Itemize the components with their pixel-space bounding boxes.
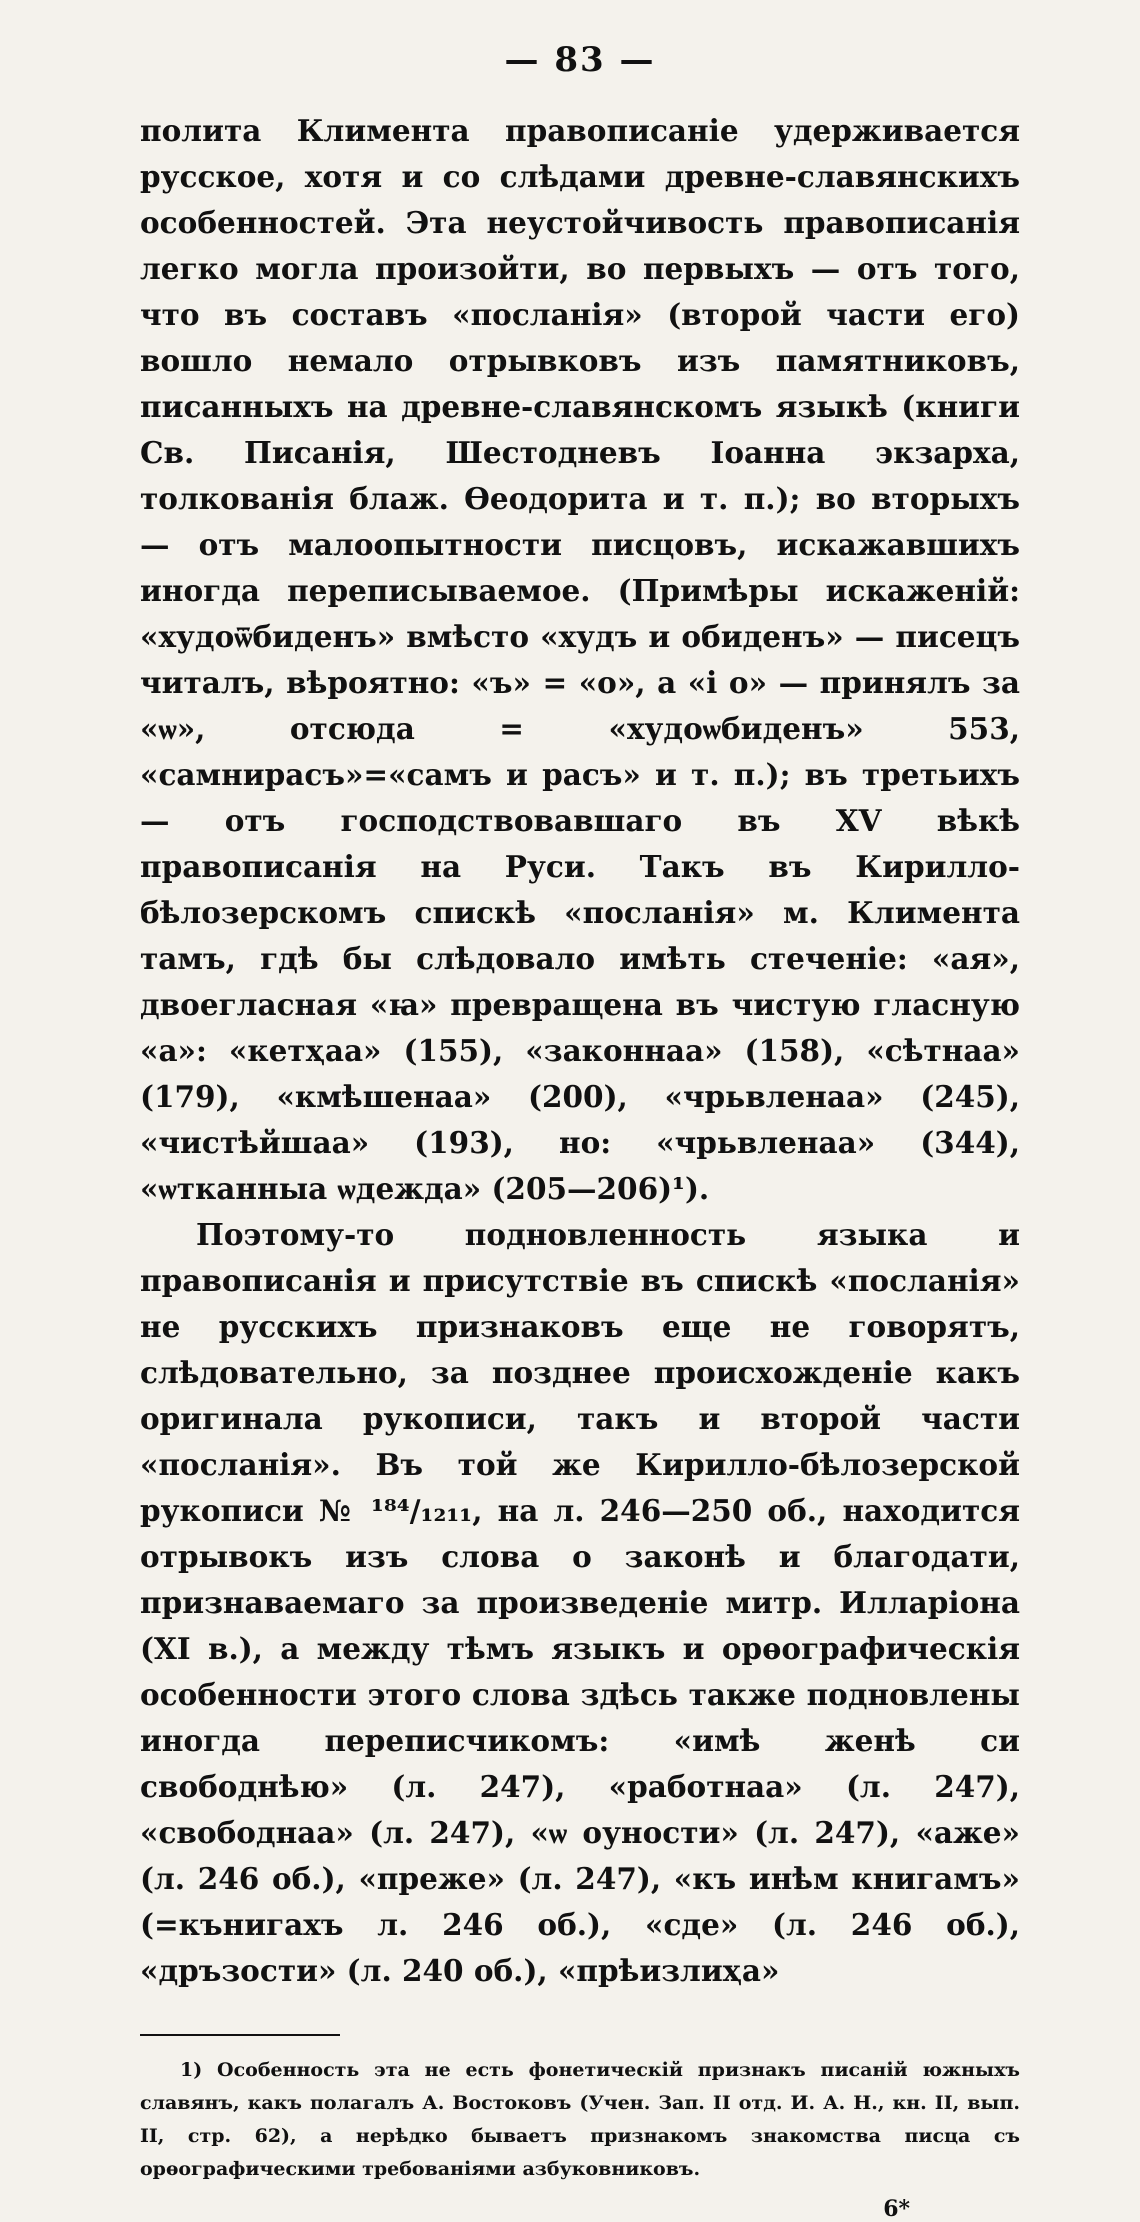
main-text — [140, 108, 1020, 1994]
paragraph-2: Поэтому-то подновленность языка и правописанія и присутствіе въ спискѣ «посланія» не русскихъ признаковъ еще не говорятъ, слѣдовательно, за позднее происхожденіе какъ оригинала рукописи, такъ и второй части «посланія». Въ той же Кирилло-бѣлозерской рукописи № ¹⁸⁴/₁₂₁₁, на л. 246—250 об., находится отрывокъ изъ слова о законѣ и благодати, признаваемаго за произведеніе митр. Илларіона (XI в.), а между тѣмъ языкъ и орѳографическія особенности этого слова здѣсь также подновлены иногда переписчикомъ: «имѣ женѣ си свободнѣю» (л. 247), «работнаа» (л. 247), «свободнаа» (л. 247), «ѡ оуности» (л. 247), «аже» (л. 246 об.), «преже» (л. 247), «къ инѣм книгамъ» (=кънигахъ л. 246 об.), «сде» (л. 246 об.), «дръзости» (л. 240 об.), «прѣизлиҳа» — [140, 1217, 1020, 1988]
book-page — [140, 40, 1020, 2222]
page-number: — 83 — — [504, 40, 656, 80]
footnote: 1) Особенность эта не есть фонетическій признакъ писаній южныхъ славянъ, какъ полагалъ А. Востоковъ (Учен. Зап. II отд. И. А. Н., кн. II, вып. II, стр. 62), а нерѣдко бываетъ признакомъ знакомства писца съ орѳографическими требованіями азбуковниковъ. — [140, 2059, 1020, 2180]
paragraph-1: полита Климента правописаніе удерживается русское, хотя и со слѣдами древне-славянскихъ особенностей. Эта неустойчивость правописанія легко могла произойти, во первыхъ — отъ того, что въ составъ «посланія» (второй части его) вошло немало отрывковъ изъ памятниковъ, писанныхъ на древне-славянскомъ языкѣ (книги Св. Писанія, Шестодневъ Іоанна экзарха, толкованія блаж. Ѳеодорита и т. п.); во вторыхъ — отъ малоопытности писцовъ, искажавшихъ иногда переписываемое. (Примѣры искаженій: «худоѿбиденъ» вмѣсто «худъ и обиденъ» — писецъ читалъ, вѣроятно: «ъ» = «о», а «і о» — принялъ за «ѡ», отсюда = «худоѡбиденъ» 553, «самнирасъ»=«самъ и расъ» и т. п.); въ третьихъ — отъ господствовавшаго въ XV вѣкѣ правописанія на Руси. Такъ въ Кирилло-бѣлозерскомъ спискѣ «посланія» м. Климента тамъ, гдѣ бы слѣдовало имѣть стеченіе: «ая», двоегласная «ꙗ» превращена въ чистую гласную «а»: «кетҳаа» (155), «законнаа» (158), «сѣтнаа» (179), «кмѣшенаа» (200), «чрьвленаа» (245), «чистѣйшаа» (193), но: «чрьвленаа» (344), «ѡтканныа ѡдежда» (205—206)¹). — [140, 113, 1020, 1206]
signature-mark: 6* — [883, 2196, 910, 2222]
footnote-divider — [140, 2034, 340, 2036]
